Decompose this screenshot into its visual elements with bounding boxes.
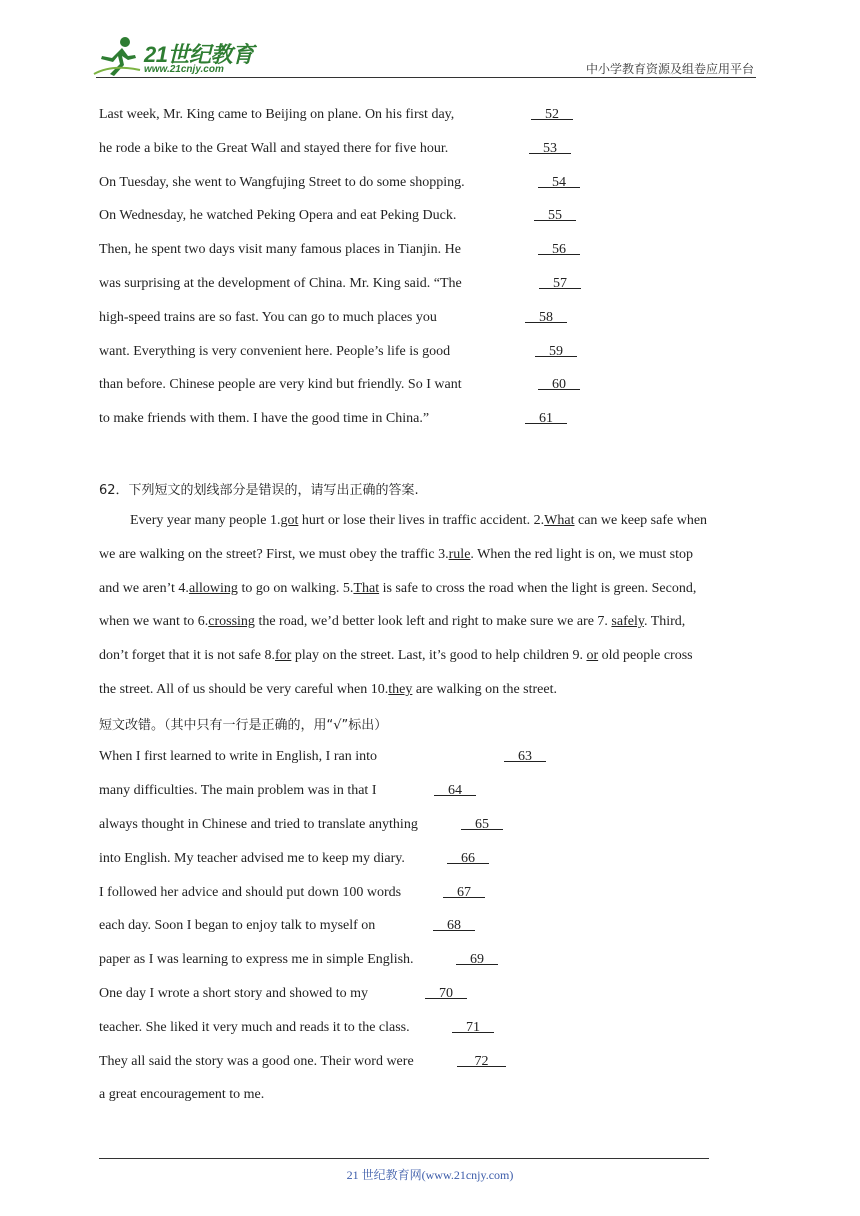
answer-blank[interactable]: 64 <box>448 783 462 798</box>
page-header <box>0 0 860 80</box>
paragraph-line: and we aren’t 4.allowing to go on walking. 5.That is safe to cross the road when the light is green. Second, <box>99 581 697 596</box>
answer-blank[interactable]: 54 <box>552 175 566 190</box>
answer-blank[interactable]: 63 <box>518 749 532 764</box>
footer-link[interactable]: 21 世纪教育网(www.21cnjy.com) <box>346 1168 514 1182</box>
passage-line: One day I wrote a short story and showed to my <box>99 986 369 1001</box>
error-word: for <box>275 648 292 663</box>
error-word: allowing <box>188 581 238 596</box>
error-word: rule <box>448 547 471 562</box>
passage-line: want. Everything is very convenient here. People’s life is good <box>99 344 451 359</box>
passage-line: many difficulties. The main problem was in that I <box>99 783 377 798</box>
platform-title: 中小学教育资源及组卷应用平台 <box>585 62 754 76</box>
error-word: What <box>544 513 575 528</box>
passage-line: to make friends with them. I have the good time in China.” <box>99 411 430 426</box>
header-divider <box>96 77 756 78</box>
error-word: That <box>353 581 380 596</box>
paragraph-line: Every year many people 1.got hurt or lose their lives in traffic accident. 2.What can we keep safe when <box>130 513 708 528</box>
paragraph-line: don’t forget that it is not safe 8.for play on the street. Last, it’s good to help children 9. or old people cross <box>99 648 693 663</box>
answer-blank[interactable]: 55 <box>548 208 562 223</box>
passage-line: always thought in Chinese and tried to translate anything <box>99 817 418 832</box>
passage-line: paper as I was learning to express me in simple English. <box>99 952 414 967</box>
answer-blank[interactable]: 72 <box>474 1054 489 1069</box>
answer-blank[interactable]: 61 <box>539 411 553 426</box>
passage-line: into English. My teacher advised me to keep my diary. <box>99 851 405 866</box>
answer-blank[interactable]: 58 <box>539 310 553 325</box>
answer-blank[interactable]: 68 <box>447 918 461 933</box>
error-word: got <box>280 513 299 528</box>
passage-line: was surprising at the development of China. Mr. King said. “The <box>99 276 462 291</box>
passage-line: each day. Soon I began to enjoy talk to myself on <box>99 918 376 933</box>
answer-blank[interactable]: 66 <box>461 851 475 866</box>
passage-line: teacher. She liked it very much and reads it to the class. <box>99 1020 410 1035</box>
site-logo <box>92 34 262 78</box>
answer-blank[interactable]: 70 <box>439 986 453 1001</box>
answer-blank[interactable]: 69 <box>470 952 484 967</box>
passage-line: I followed her advice and should put down 100 words <box>99 885 402 900</box>
passage-line: Then, he spent two days visit many famous places in Tianjin. He <box>99 242 462 257</box>
logo-url: www.21cnjy.com <box>144 64 224 75</box>
question-62-title: 62．下列短文的划线部分是错误的，请写出正确的答案. <box>99 483 419 498</box>
answer-blank[interactable]: 60 <box>552 377 566 392</box>
passage-line: a great encouragement to me. <box>99 1087 265 1102</box>
passage-line: than before. Chinese people are very kind but friendly. So I want <box>99 377 462 392</box>
logo-text: 21世纪教育 <box>144 42 254 67</box>
footer-divider <box>99 1158 709 1159</box>
passage-line: Last week, Mr. King came to Beijing on plane. On his first day, <box>99 107 455 122</box>
passage-line: When I first learned to write in English, I ran into <box>99 749 377 764</box>
answer-blank[interactable]: 53 <box>543 141 557 156</box>
error-word: they <box>388 682 413 697</box>
answer-blank[interactable]: 67 <box>457 885 471 900</box>
passage-line: They all said the story was a good one. Their word were <box>99 1054 414 1069</box>
paragraph-line: the street. All of us should be very careful when 10.they are walking on the street. <box>99 682 557 697</box>
answer-blank[interactable]: 65 <box>475 817 489 832</box>
paragraph-line: when we want to 6.crossing the road, we’d better look left and right to make sure we are 7. safely. Third, <box>99 614 686 629</box>
error-word: safely <box>611 614 644 629</box>
answer-blank[interactable]: 71 <box>466 1020 480 1035</box>
error-word: or <box>586 648 599 663</box>
runner-logo-icon <box>92 34 142 78</box>
paragraph-line: we are walking on the street? First, we must obey the traffic 3.rule. When the red light is on, we must stop <box>99 547 693 562</box>
passage-line: he rode a bike to the Great Wall and stayed there for five hour. <box>99 141 449 156</box>
section-2-title: 短文改错。（其中只有一行是正确的，用“√”标出） <box>99 718 388 733</box>
answer-blank[interactable]: 59 <box>549 344 563 359</box>
passage-line: high-speed trains are so fast. You can go to much places you <box>99 310 437 325</box>
passage-line: On Tuesday, she went to Wangfujing Street to do some shopping. <box>99 175 465 190</box>
error-word: crossing <box>208 614 255 629</box>
answer-blank[interactable]: 57 <box>553 276 567 291</box>
passage-line: On Wednesday, he watched Peking Opera and eat Peking Duck. <box>99 208 457 223</box>
answer-blank[interactable]: 52 <box>545 107 559 122</box>
answer-blank[interactable]: 56 <box>552 242 566 257</box>
